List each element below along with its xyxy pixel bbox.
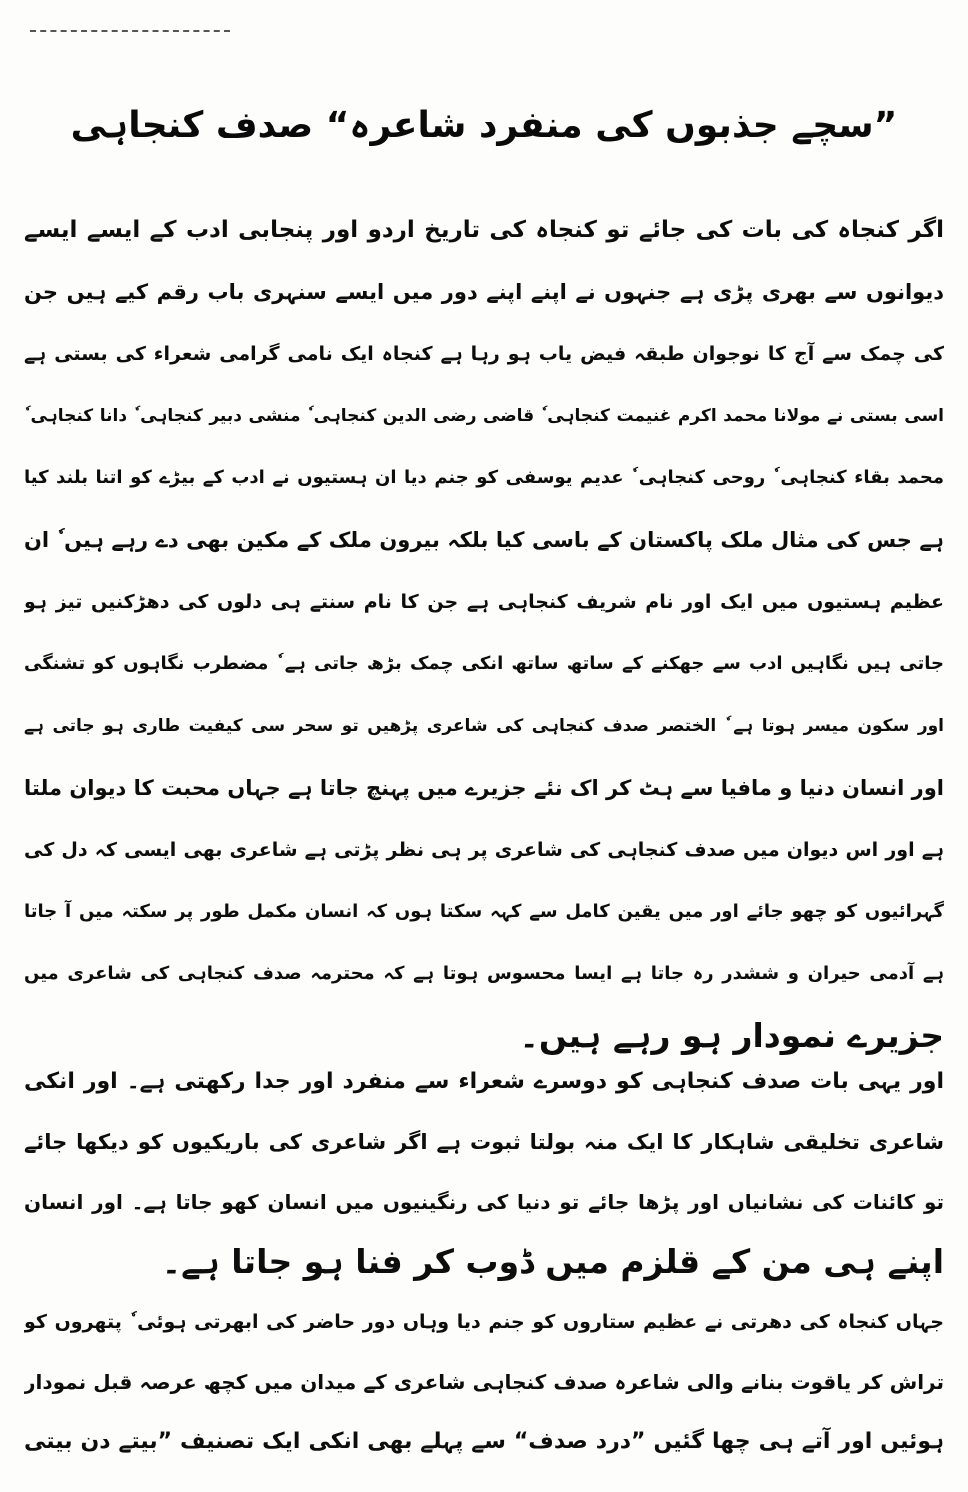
article-line: اسی بستی نے مولانا محمد اکرم غنیمت کنجاہی ٗ قاضی رضی الدین کنجاہی ٗ منشی دبیر کنجاہی ٗ دانا کنجاہی ٗ [24, 406, 944, 426]
top-divider [30, 30, 230, 32]
article-line: محمد بقاء کنجاہی ٗ روحی کنجاہی ٗ عدیم یوسفی کو جنم دیا ان ہستیوں نے ادب کے بیڑے کو اتنا بلند کیا [24, 467, 944, 488]
article-line: ہے آدمی حیران و ششدر رہ جاتا ہے ایسا محسوس ہوتا ہے کہ محترمہ صدف کنجاہی کی شاعری میں [24, 963, 944, 984]
article-line: کی چمک سے آج کا نوجوان طبقہ فیض یاب ہو رہا ہے کنجاہ ایک نامی گرامی شعراء کی بستی ہے [24, 343, 944, 365]
article-headline: ”سچے جذبوں کی منفرد شاعرہ“ صدف کنجاہی [70, 105, 898, 147]
article-line: اور سکون میسر ہوتا ہے ٗ الختصر صدف کنجاہی کی شاعری پڑھیں تو سحر سی کیفیت طاری ہو جاتی ہے [24, 716, 944, 736]
article-line: اپنے ہی من کے قلزم میں ڈوب کر فنا ہو جاتا ہے۔ [161, 1242, 944, 1281]
article-line: ہے جس کی مثال ملک پاکستان کے باسی کیا بلکہ بیرون ملک کے مکین بھی دے رہے ہیں ٗ ان [24, 528, 944, 552]
article-line: تو کائنات کی نشانیاں اور پڑھا جائے تو دنیا کی رنگینیوں میں انسان کھو جاتا ہے۔ اور انسان [24, 1190, 944, 1214]
article-line: شاعری تخلیقی شاہکار کا ایک منہ بولتا ثبوت ہے اگر شاعری کی باریکیوں کو دیکھا جائے [24, 1130, 944, 1154]
article-line: تراش کر یاقوت بنانے والی شاعرہ صدف کنجاہی شاعری کے میدان میں کچھ عرصہ قبل نمودار [24, 1370, 944, 1394]
article-line: گہرائیوں کو چھو جائے اور میں یقین کامل سے کہہ سکتا ہوں کہ انسان مکمل طور پر سکتہ میں آ جاتا [24, 901, 944, 922]
article-line: دیوانوں سے بھری پڑی ہے جنہوں نے اپنے اپنے دور میں ایسے سنہری باب رقم کیے ہیں جن [24, 280, 944, 304]
article-line: جزیرے نمودار ہو رہے ہیں۔ [519, 1016, 944, 1055]
article-line: جہاں کنجاہ کی دھرتی نے عظیم ستاروں کو جنم دیا وہاں دور حاضر کی ابھرتی ہوئی ٗ پتھروں کو [24, 1311, 944, 1333]
article-line: ہوئیں اور آتے ہی چھا گئیں ”درد صدف“ سے پہلے بھی انکی ایک تصنیف ”بیتے دن بیتی [24, 1429, 944, 1454]
article-line: اگر کنجاہ کی بات کی جائے تو کنجاہ کی تاریخ اردو اور پنجابی ادب کے ایسے ایسے [24, 217, 944, 243]
article-line: اور انسان دنیا و مافیا سے ہٹ کر اک نئے جزیرے میں پہنچ جاتا ہے جہاں محبت کا دیوان ملتا [24, 776, 944, 800]
article-line: جاتی ہیں نگاہیں ادب سے جھکنے کے ساتھ ساتھ انکی چمک بڑھ جاتی ہے ٗ مضطرب نگاہوں کو تشنگی [24, 653, 944, 674]
article-line: اور یہی بات صدف کنجاہی کو دوسرے شعراء سے منفرد اور جدا رکھتی ہے۔ اور انکی [24, 1069, 944, 1094]
article-line: عظیم ہستیوں میں ایک اور نام شریف کنجاہی ہے جن کا نام سنتے ہی دلوں کی دھڑکنیں تیز ہو [24, 591, 944, 613]
article-line: ہے اور اس دیوان میں صدف کنجاہی کی شاعری پر ہی نظر پڑتی ہے شاعری بھی ایسی کہ دل کی [24, 839, 944, 861]
